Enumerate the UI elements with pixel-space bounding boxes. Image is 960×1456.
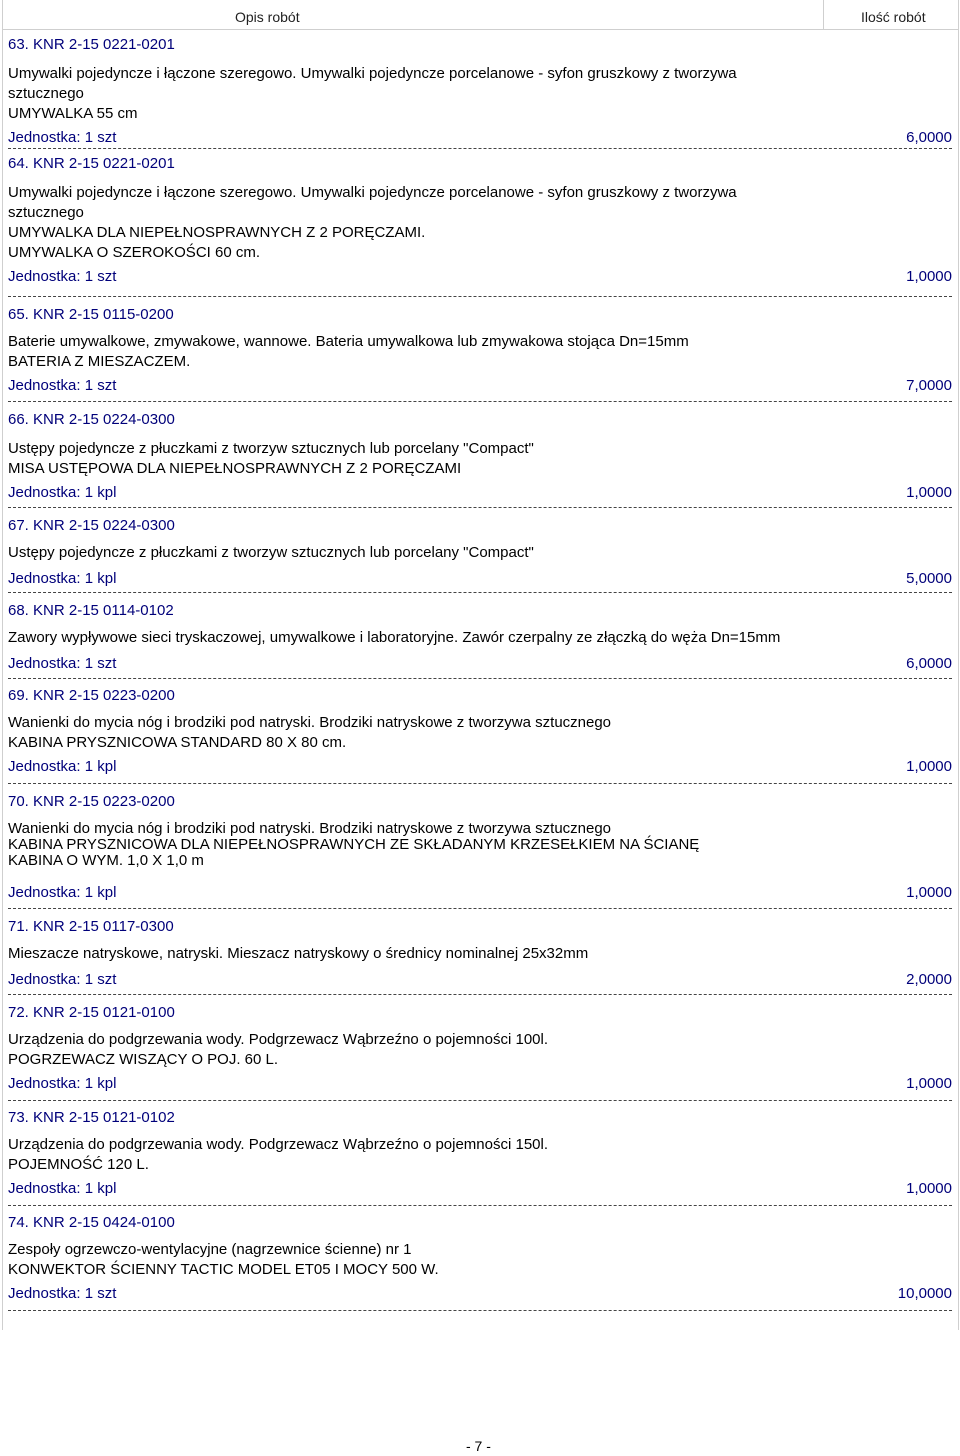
item-unit-row — [8, 757, 952, 777]
list-item — [8, 918, 952, 990]
item-divider — [8, 783, 952, 784]
list-item — [8, 36, 952, 148]
item-number-code: 66. KNR 2-15 0224-0300 — [8, 411, 175, 428]
item-description-line: Baterie umywalkowe, zmywakowe, wannowe. Bateria umywalkowa lub zmywakowa stojąca Dn=15mm — [8, 333, 689, 350]
list-item — [8, 687, 952, 777]
item-description-line: UMYWALKA O SZEROKOŚCI 60 cm. — [8, 244, 260, 261]
item-description-line: Ustępy pojedyncze z płuczkami z tworzyw sztucznych lub porcelany "Compact" — [8, 544, 534, 561]
item-unit: Jednostka: 1 kpl — [8, 1180, 117, 1197]
item-description-line: BATERIA Z MIESZACZEM. — [8, 353, 191, 370]
item-description-line: POGRZEWACZ WISZĄCY O POJ. 60 L. — [8, 1051, 279, 1068]
item-divider — [8, 507, 952, 508]
item-number-code: 69. KNR 2-15 0223-0200 — [8, 687, 175, 704]
item-unit-row — [8, 569, 952, 589]
item-unit: Jednostka: 1 szt — [8, 268, 117, 285]
item-unit-row — [8, 1074, 952, 1094]
item-description-line: UMYWALKA DLA NIEPEŁNOSPRAWNYCH Z 2 PORĘCZAMI. — [8, 224, 426, 241]
item-quantity: 5,0000 — [906, 570, 952, 587]
item-divider — [8, 678, 952, 679]
item-description-line: Umywalki pojedyncze i łączone szeregowo. Umywalki pojedyncze porcelanowe - syfon gruszkowy z tworzywa — [8, 184, 737, 201]
item-divider — [8, 296, 952, 297]
item-unit-row — [8, 1284, 952, 1304]
item-number-code: 71. KNR 2-15 0117-0300 — [8, 918, 174, 935]
item-quantity: 1,0000 — [906, 1075, 952, 1092]
item-quantity: 10,0000 — [897, 1285, 952, 1302]
item-unit: Jednostka: 1 kpl — [8, 884, 117, 901]
item-quantity: 7,0000 — [906, 377, 952, 394]
item-quantity: 6,0000 — [906, 129, 952, 146]
item-unit: Jednostka: 1 szt — [8, 377, 117, 394]
item-number-code: 74. KNR 2-15 0424-0100 — [8, 1214, 175, 1231]
item-divider — [8, 994, 952, 995]
list-item — [8, 411, 952, 503]
item-divider — [8, 908, 952, 909]
item-unit: Jednostka: 1 kpl — [8, 570, 117, 587]
header-quantity-label: Ilość robót — [861, 9, 926, 25]
list-item — [8, 306, 952, 396]
item-divider — [8, 1310, 952, 1311]
item-unit: Jednostka: 1 kpl — [8, 758, 117, 775]
item-description-line: KABINA PRYSZNICOWA DLA NIEPEŁNOSPRAWNYCH ZE SKŁADANYM KRZESEŁKIEM NA ŚCIANĘ — [8, 836, 700, 853]
item-quantity: 1,0000 — [906, 268, 952, 285]
item-description-line: KONWEKTOR ŚCIENNY TACTIC MODEL ET05 I MOCY 500 W. — [8, 1261, 439, 1278]
item-number-code: 70. KNR 2-15 0223-0200 — [8, 793, 175, 810]
header-description-label: Opis robót — [235, 9, 300, 25]
item-divider — [8, 1205, 952, 1206]
item-number-code: 68. KNR 2-15 0114-0102 — [8, 602, 174, 619]
item-unit-row — [8, 128, 952, 148]
header-separator — [823, 0, 824, 29]
item-quantity: 1,0000 — [906, 758, 952, 775]
item-unit: Jednostka: 1 kpl — [8, 1075, 117, 1092]
item-number-code: 65. KNR 2-15 0115-0200 — [8, 306, 174, 323]
item-description-line: Ustępy pojedyncze z płuczkami z tworzyw sztucznych lub porcelany "Compact" — [8, 440, 534, 457]
item-divider — [8, 1100, 952, 1101]
item-unit-row — [8, 970, 952, 990]
item-number-code: 73. KNR 2-15 0121-0102 — [8, 1109, 175, 1126]
list-item — [8, 602, 952, 674]
item-unit-row — [8, 376, 952, 396]
item-description-line: sztucznego — [8, 204, 84, 221]
list-item — [8, 1004, 952, 1094]
item-unit: Jednostka: 1 szt — [8, 971, 117, 988]
item-quantity: 1,0000 — [906, 484, 952, 501]
list-item — [8, 517, 952, 589]
item-description-line: Umywalki pojedyncze i łączone szeregowo. Umywalki pojedyncze porcelanowe - syfon gruszkowy z tworzywa — [8, 65, 737, 82]
item-description-line: Mieszacze natryskowe, natryski. Mieszacz natryskowy o średnicy nominalnej 25x32mm — [8, 945, 589, 962]
table-header — [3, 0, 958, 30]
list-item — [8, 155, 952, 287]
item-unit-row — [8, 654, 952, 674]
item-unit: Jednostka: 1 szt — [8, 129, 117, 146]
item-quantity: 2,0000 — [906, 971, 952, 988]
item-unit: Jednostka: 1 kpl — [8, 484, 117, 501]
item-description-line: Wanienki do mycia nóg i brodziki pod natryski. Brodziki natryskowe z tworzywa sztucznego — [8, 714, 612, 731]
item-description-line: Zawory wypływowe sieci tryskaczowej, umywalkowe i laboratoryjne. Zawór czerpalny ze złączką do węża Dn=15mm — [8, 629, 781, 646]
item-description-line: Zespoły ogrzewczo-wentylacyjne (nagrzewnice ścienne) nr 1 — [8, 1241, 412, 1258]
list-item — [8, 1109, 952, 1199]
item-description-line: Urządzenia do podgrzewania wody. Podgrzewacz Wąbrzeźno o pojemności 150l. — [8, 1136, 549, 1153]
item-unit-row — [8, 883, 952, 903]
item-unit-row — [8, 267, 952, 287]
page-number: - 7 - — [466, 1438, 491, 1454]
item-description-line: POJEMNOŚĆ 120 L. — [8, 1156, 149, 1173]
list-item — [8, 1214, 952, 1304]
item-description-line: Urządzenia do podgrzewania wody. Podgrzewacz Wąbrzeźno o pojemności 100l. — [8, 1031, 549, 1048]
item-description-line: Wanienki do mycia nóg i brodziki pod natryski. Brodziki natryskowe z tworzywa sztucznego — [8, 820, 612, 837]
item-unit: Jednostka: 1 szt — [8, 655, 117, 672]
item-unit-row — [8, 483, 952, 503]
item-unit-row — [8, 1179, 952, 1199]
item-divider — [8, 401, 952, 402]
item-description-line: sztucznego — [8, 85, 84, 102]
item-description-line: UMYWALKA 55 cm — [8, 105, 138, 122]
item-number-code: 64. KNR 2-15 0221-0201 — [8, 155, 175, 172]
item-description-line: KABINA PRYSZNICOWA STANDARD 80 X 80 cm. — [8, 734, 347, 751]
item-unit: Jednostka: 1 szt — [8, 1285, 117, 1302]
item-quantity: 1,0000 — [906, 884, 952, 901]
item-number-code: 63. KNR 2-15 0221-0201 — [8, 36, 175, 53]
item-description-line: KABINA O WYM. 1,0 X 1,0 m — [8, 852, 204, 869]
item-number-code: 67. KNR 2-15 0224-0300 — [8, 517, 175, 534]
item-description-line: MISA USTĘPOWA DLA NIEPEŁNOSPRAWNYCH Z 2 PORĘCZAMI — [8, 460, 462, 477]
item-divider — [8, 592, 952, 593]
item-number-code: 72. KNR 2-15 0121-0100 — [8, 1004, 175, 1021]
item-quantity: 6,0000 — [906, 655, 952, 672]
item-divider — [8, 148, 952, 149]
item-quantity: 1,0000 — [906, 1180, 952, 1197]
list-item — [8, 793, 952, 903]
